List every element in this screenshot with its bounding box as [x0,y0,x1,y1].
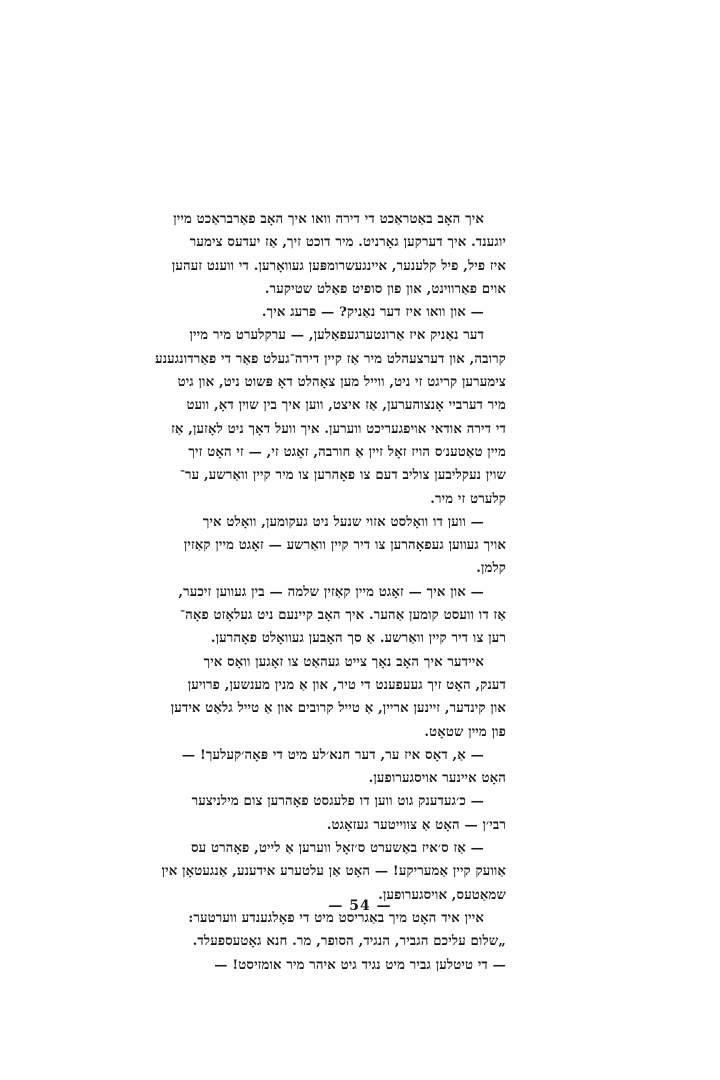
page-number: — 54 — [328,898,392,914]
text-line: איין איד האָט מיך באַגריסט מיט די פאָלגענדע ווערטער: [188,910,484,926]
text-line: שוין נעקליבען צוליב דעם צו פאָהרען צו מיר קיין וואַרשע, ער־ [179,468,506,484]
text-line: דער נאַניק איז אַרונטערגעפאַלען, — ערקלערט מיר מיין [189,328,484,344]
text-line: פון מיין שטאָט. [424,724,506,740]
text-line: רען צו דיר קיין וואַרשע. אַ סך האָבען געוואָלט פאָהרען. [210,631,506,647]
text-line: — אַז ס׳איז באַשערט ס׳זאָל ווערען אַ לייט, פאָהרט עס [190,841,484,857]
text-line: — און איך — זאָגט מיין קאַזין שלמה — בין געווען זיכער, [178,584,484,600]
text-line: קלערט זי מיר. [430,491,506,507]
text-line: — ווען דו וואָלסט אזוי שנעל ניט געקומען, וואָלט איך [202,514,484,530]
text-line: די דירה אודאי אויפגעריכט ווערען. איך וועל דאָך ניט לאָזען, אַז [171,421,506,437]
text-line: און קינדער, זיינען אריין, אַ טייל קרובים און אַ טייל גלאַט אידען [170,701,506,717]
text-line: דענק, האָט זיך געעפענט די טיר, און אַ מנין מענשען, פרויען [187,677,506,693]
text-line: שמאַטעס, אויסגערופען. [378,887,506,903]
text-line: קלמן. [476,561,506,577]
text-line: האָט איינער אויסגערופען. [368,771,506,787]
text-line: „שלום עליכם הגביר, הנגיד, הסופר, מר. חנא גאָטעספעלד. [192,934,506,950]
text-line: — כ׳געדענק גוט ווען דו פלעגסט פאָהרען צום מילניצער [191,794,484,810]
text-line: קרובה, און דערצעהלט מיר אַז קיין דירה־געלט פאַר די פאַרדונגענע [155,351,506,367]
text-line: אוים פאַרווינט, און פון סופיט פאַלט שטיקער. [264,281,506,297]
text-line: — און וואו איז דער נאַניק? — פרעג איך. [261,305,484,321]
text-line: רבי׳ן — האָט אַ צווייטער געזאָגט. [326,817,506,833]
text-line: — אַ, דאָס איז ער, דער חנא׳לע מיט די פּאָה׳קעלעך! — [181,747,484,763]
text-line: מיר דערביי אָנצוהערען, אַז איצט, ווען איך בין שוין דאָ, וועט [186,398,506,414]
text-line: איידער איך האָב נאָך צייט געהאַט צו זאָגען וואָס איך [203,654,484,670]
text-line: אַז דו וועסט קומען אַהער. איך האָב קיינעם ניט געלאָזט פאָה־ [179,608,506,624]
text-line: איז פיל, פיל קלענער, איינגעשרומפּען געוואָרען. די ווענט זעהען [171,258,506,274]
text-line: צימערען קריגט זי ניט, ווייל מען צאָהלט דאָ פּשוט ניט, און גיט [177,375,506,391]
text-line: מיין טאַטענ׳ס הויז זאָל זיין אַ חורבה, זאָגט זי, — זי האָט זיך [188,444,506,460]
text-line: אויך געווען געפאָהרען צו דיר קיין וואַרשע — זאָגט מיין קאַזין [183,538,506,554]
body-text [155,208,506,977]
text-line: — די טיטלען גביר מיט נגיד גיט איהר מיר אומזיסט! — [214,957,506,973]
text-line: אַוועק קיין אַמעריקע! — האָט אַן עלטערע אידענע, אַנגעטאָן אין [161,864,506,880]
text-line: יוגענד. איך דערקען גאָרניט. מיר דוכט זיך, אַז יעדעס צימער [189,235,506,251]
text-line: איך האָב באַטראַכט די דירה וואו איך האָב פאַרבראַכט מיין [173,212,484,227]
